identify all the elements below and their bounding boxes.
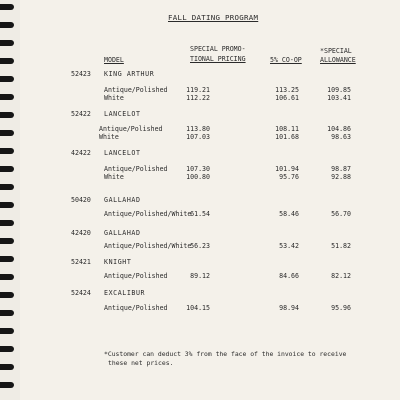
coop-price: 58.46 bbox=[279, 210, 299, 218]
binding-ring bbox=[0, 94, 14, 100]
finish-label: Antique/Polished bbox=[104, 304, 168, 312]
coop-price: 113.25 bbox=[275, 86, 299, 94]
model-code: 52421 bbox=[71, 258, 91, 266]
coop-price: 84.66 bbox=[279, 272, 299, 280]
binding-ring bbox=[0, 40, 14, 46]
allowance-price: 98.87 bbox=[331, 165, 351, 173]
model-name: GALLAHAD bbox=[104, 196, 141, 204]
footnote-line1: *Customer can deduct 3% from the face of the invoice to receive bbox=[104, 350, 347, 358]
allowance-price: 56.70 bbox=[331, 210, 351, 218]
model-code: 50420 bbox=[71, 196, 91, 204]
coop-price: 53.42 bbox=[279, 242, 299, 250]
binding-ring bbox=[0, 256, 14, 262]
header-promo-line2: TIONAL PRICING bbox=[190, 55, 246, 63]
header-model-text: MODEL bbox=[104, 56, 124, 64]
binding-ring bbox=[0, 382, 14, 388]
header-promo-line1: SPECIAL PROMO- bbox=[190, 45, 246, 53]
finish-label: White bbox=[104, 173, 124, 181]
coop-price: 95.76 bbox=[279, 173, 299, 181]
binding-ring bbox=[0, 184, 14, 190]
allowance-price: 92.88 bbox=[331, 173, 351, 181]
binding-ring bbox=[0, 346, 14, 352]
model-name: KNIGHT bbox=[104, 258, 132, 266]
spiral-binding bbox=[0, 0, 20, 400]
promo-price: 112.22 bbox=[186, 94, 210, 102]
coop-price: 106.61 bbox=[275, 94, 299, 102]
model-code: 52423 bbox=[71, 70, 91, 78]
binding-ring bbox=[0, 310, 14, 316]
promo-price: 119.21 bbox=[186, 86, 210, 94]
promo-price: 113.80 bbox=[186, 125, 210, 133]
coop-price: 108.11 bbox=[275, 125, 299, 133]
allowance-price: 95.96 bbox=[331, 304, 351, 312]
model-name: KING ARTHUR bbox=[104, 70, 155, 78]
binding-ring bbox=[0, 148, 14, 154]
allowance-price: 98.63 bbox=[331, 133, 351, 141]
model-code: 52424 bbox=[71, 289, 91, 297]
header-coop: 5% CO-OP bbox=[270, 56, 302, 64]
model-name: GALLAHAD bbox=[104, 229, 141, 237]
finish-label: Antique/Polished bbox=[104, 86, 168, 94]
binding-ring bbox=[0, 220, 14, 226]
model-code: 42420 bbox=[71, 229, 91, 237]
binding-ring bbox=[0, 58, 14, 64]
footnote-line2: these net prices. bbox=[108, 359, 174, 367]
coop-price: 98.94 bbox=[279, 304, 299, 312]
binding-ring bbox=[0, 112, 14, 118]
promo-price: 107.03 bbox=[186, 133, 210, 141]
header-allowance-line2: ALLOWANCE bbox=[320, 56, 356, 64]
binding-ring bbox=[0, 4, 14, 10]
header-model bbox=[104, 56, 124, 64]
binding-ring bbox=[0, 328, 14, 334]
binding-ring bbox=[0, 292, 14, 298]
model-name: LANCELOT bbox=[104, 149, 141, 157]
model-code: 42422 bbox=[71, 149, 91, 157]
finish-label: Antique/Polished bbox=[104, 272, 168, 280]
model-name: LANCELOT bbox=[104, 110, 141, 118]
binding-ring bbox=[0, 202, 14, 208]
finish-label: Antique/Polished bbox=[99, 125, 163, 133]
header-allowance-line1: *SPECIAL bbox=[320, 47, 352, 55]
finish-label: Antique/Polished/White bbox=[104, 242, 192, 250]
promo-price: 104.15 bbox=[186, 304, 210, 312]
model-code: 52422 bbox=[71, 110, 91, 118]
allowance-price: 104.86 bbox=[327, 125, 351, 133]
allowance-price: 109.85 bbox=[327, 86, 351, 94]
allowance-price: 103.41 bbox=[327, 94, 351, 102]
binding-ring bbox=[0, 130, 14, 136]
promo-price: 89.12 bbox=[190, 272, 210, 280]
finish-label: White bbox=[99, 133, 119, 141]
model-name: EXCALIBUR bbox=[104, 289, 146, 297]
document-title: FALL DATING PROGRAM bbox=[168, 13, 259, 22]
binding-ring bbox=[0, 238, 14, 244]
allowance-price: 82.12 bbox=[331, 272, 351, 280]
coop-price: 101.94 bbox=[275, 165, 299, 173]
promo-price: 61.54 bbox=[190, 210, 210, 218]
binding-ring bbox=[0, 22, 14, 28]
finish-label: Antique/Polished/White bbox=[104, 210, 192, 218]
binding-ring bbox=[0, 76, 14, 82]
binding-ring bbox=[0, 274, 14, 280]
allowance-price: 51.82 bbox=[331, 242, 351, 250]
binding-ring bbox=[0, 166, 14, 172]
finish-label: Antique/Polished bbox=[104, 165, 168, 173]
binding-ring bbox=[0, 364, 14, 370]
promo-price: 100.80 bbox=[186, 173, 210, 181]
promo-price: 56.23 bbox=[190, 242, 210, 250]
promo-price: 107.30 bbox=[186, 165, 210, 173]
finish-label: White bbox=[104, 94, 124, 102]
coop-price: 101.68 bbox=[275, 133, 299, 141]
